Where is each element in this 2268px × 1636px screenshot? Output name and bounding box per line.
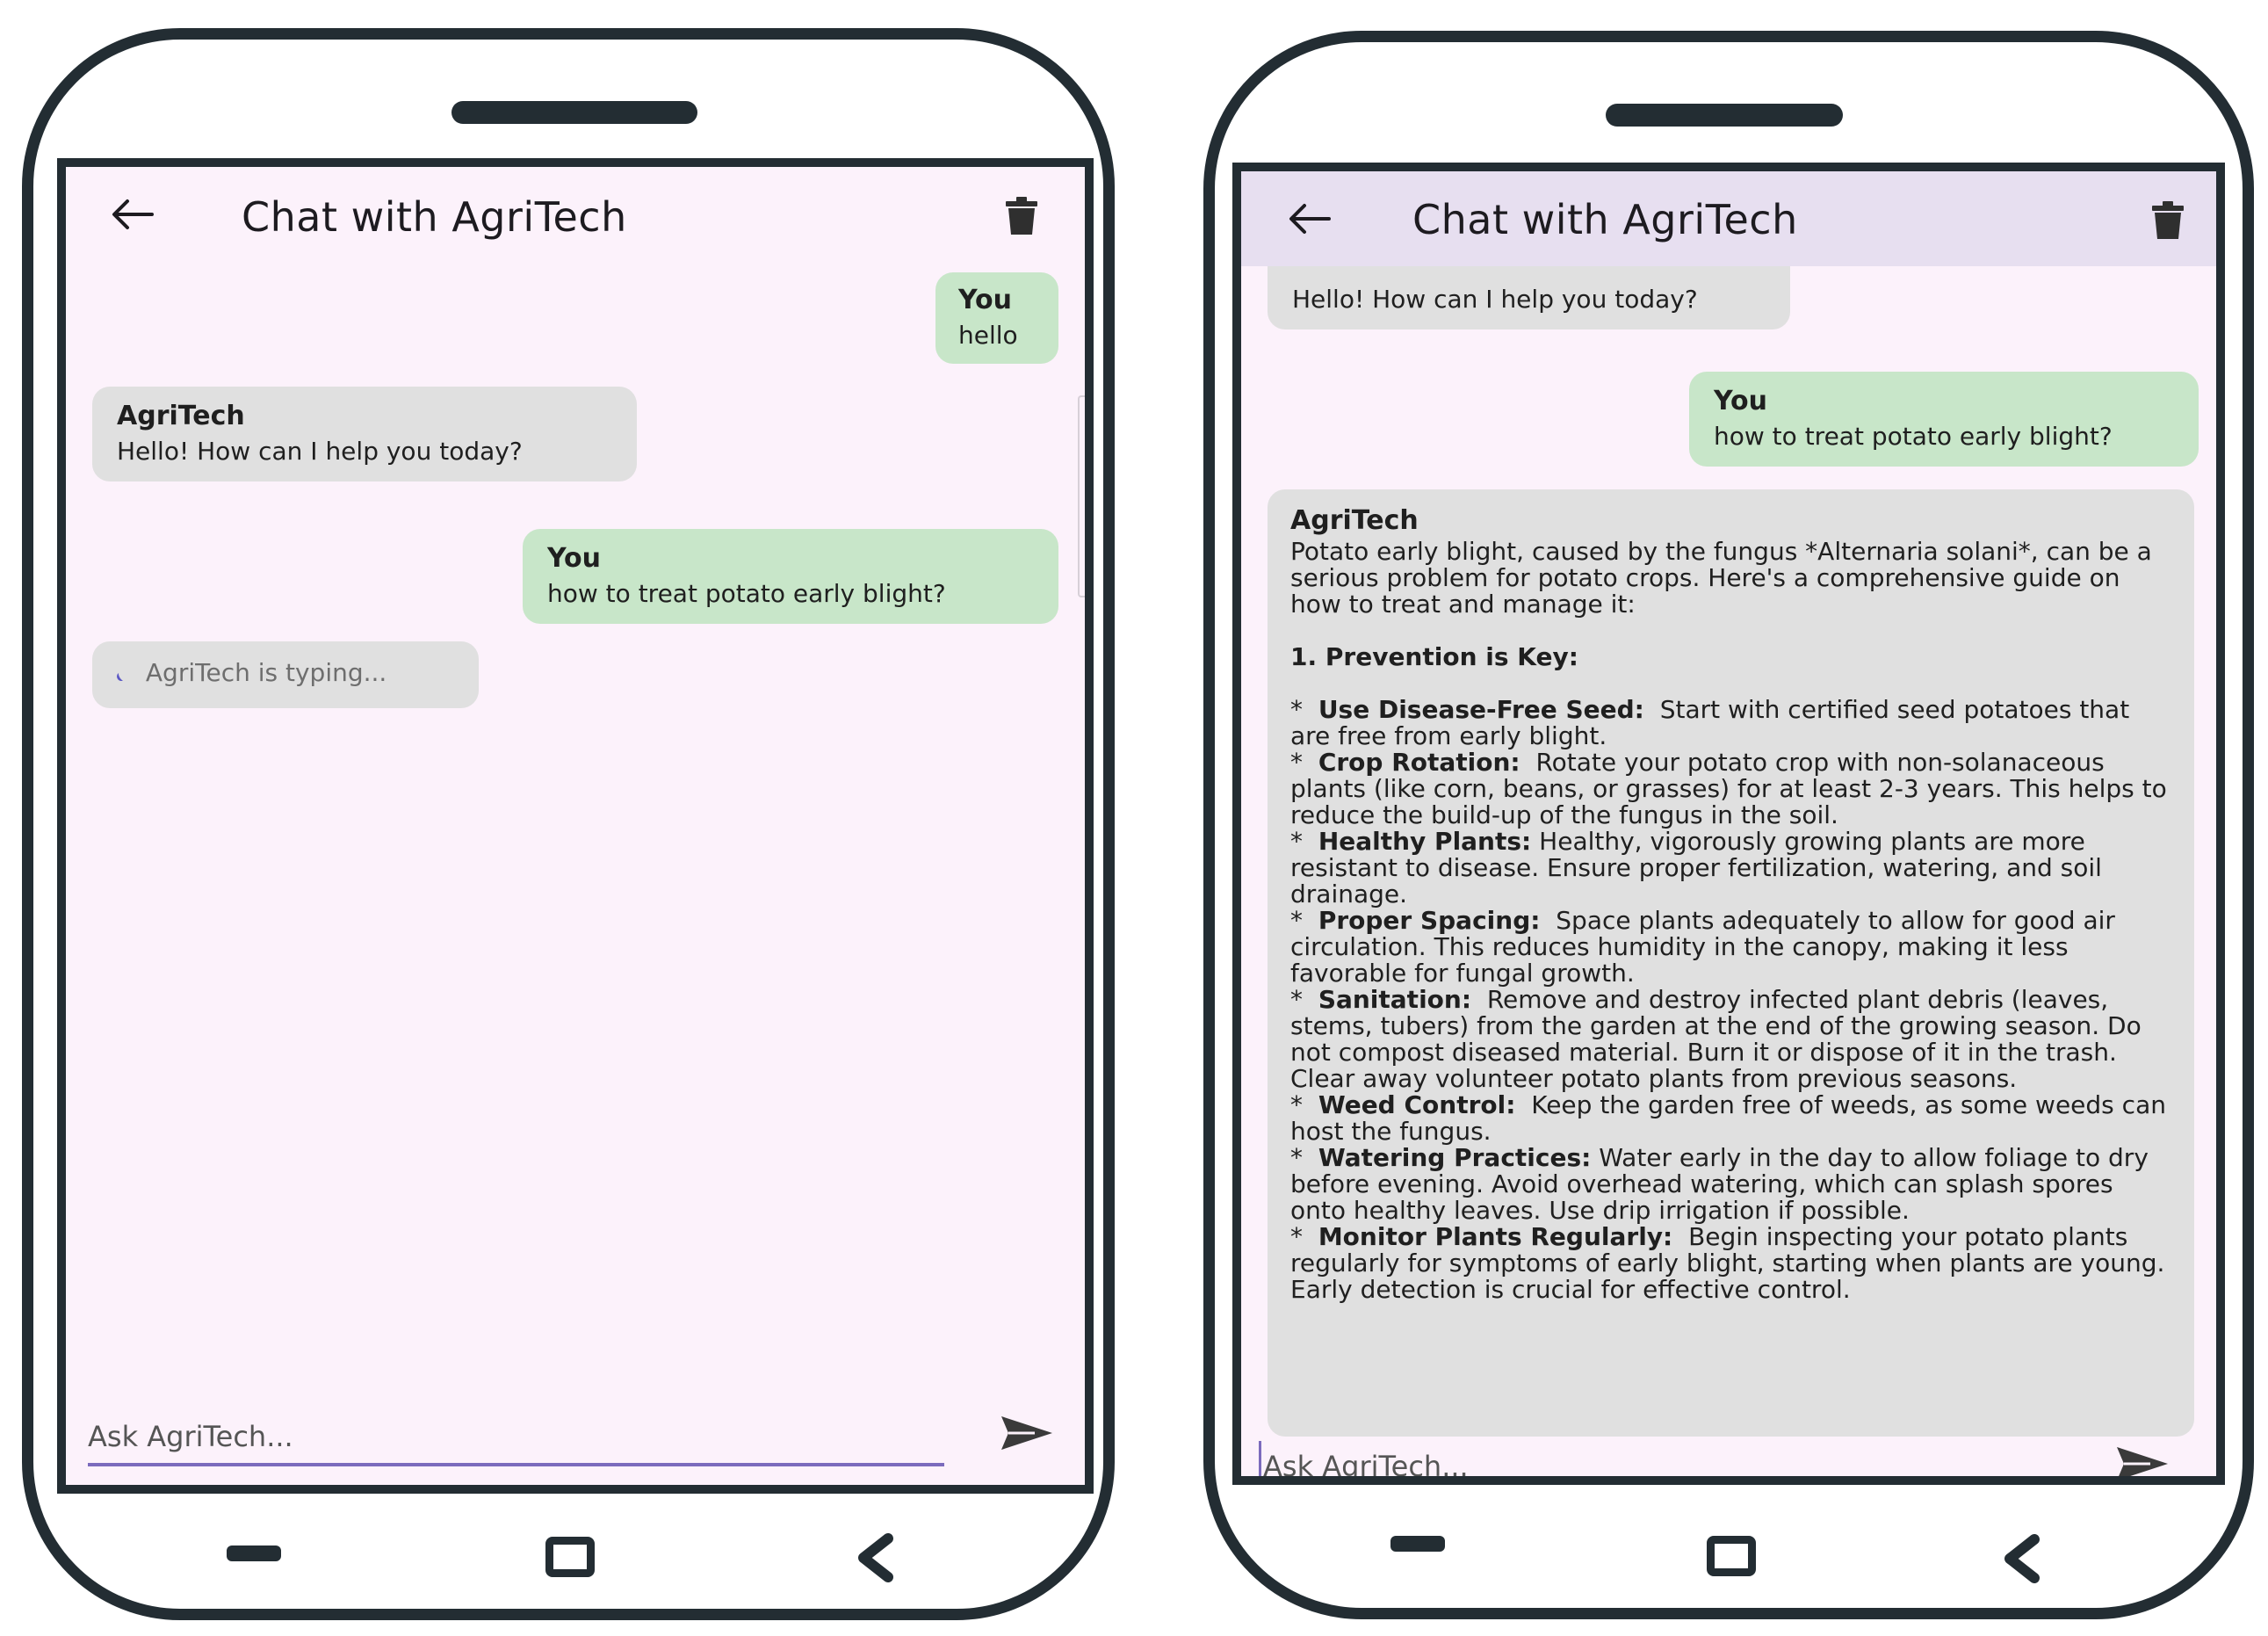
bullet-item: * Use Disease-Free Seed: Start with certified seed potatoes that are free from early blight. (1290, 695, 2130, 750)
bullet-text: Healthy, vigorously growing plants are more resistant to disease. Ensure proper fertilization, watering, and soil drainage. (1290, 827, 2102, 908)
reply-body (1290, 539, 2171, 1303)
bullet-label: Watering Practices: (1318, 1143, 1592, 1172)
bullet-text: Begin inspecting your potato plants regularly for symptoms of early blight, starting when plants are young. Early detection is crucial for effective control. (1290, 1222, 2165, 1304)
bullet-label: Crop Rotation: (1318, 748, 1520, 777)
page-title: Chat with AgriTech (242, 193, 627, 241)
message-text: hello (958, 321, 1018, 350)
page-title: Chat with AgriTech (1412, 196, 1798, 243)
home-icon[interactable] (1707, 1536, 1756, 1576)
reply-intro: Potato early blight, caused by the fungus *Alternaria solani*, can be a serious problem for potato crops. Here's a comprehensive guide on how to treat and manage it: (1290, 537, 2152, 619)
bullet-label: Sanitation: (1318, 985, 1472, 1014)
bullet-item: * Proper Spacing: Space plants adequately to allow for good air circulation. This reduces humidity in the canopy, making it less favorable for fungal growth. (1290, 906, 2115, 988)
screen-right (1232, 163, 2225, 1485)
message-text: Hello! How can I help you today? (1292, 285, 1698, 314)
message-bubble-user (1689, 372, 2199, 467)
back-arrow-icon[interactable] (1287, 203, 1331, 235)
bullet-item: * Healthy Plants: Healthy, vigorously growing plants are more resistant to disease. Ensure proper fertilization, watering, and soil drainage. (1290, 827, 2102, 908)
phone-left (22, 28, 1115, 1620)
bullet-text: Remove and destroy infected plant debris (leaves, stems, tubers) from the garden at the end of the growing season. Do not compost diseased material. Burn it or dispose of it in the trash. Clear away volunteer potato plants from previous seasons. (1290, 985, 2142, 1093)
bullet-text: Space plants adequately to allow for good air circulation. This reduces humidity in the canopy, making it less favorable for fungal growth. (1290, 906, 2115, 988)
message-bubble-bot (92, 387, 637, 481)
send-icon[interactable] (2115, 1445, 2170, 1482)
screen-left (57, 158, 1094, 1494)
bullet-label: Use Disease-Free Seed: (1318, 695, 1644, 724)
bullet-label: Healthy Plants: (1318, 827, 1532, 856)
speaker-grille (1606, 104, 1843, 127)
message-sender: You (958, 285, 1012, 315)
nav-back-icon[interactable] (855, 1533, 895, 1582)
message-bubble-bot (1268, 489, 2194, 1437)
bullet-item: * Weed Control: Keep the garden free of weeds, as some weeds can host the fungus. (1290, 1090, 2166, 1146)
typing-indicator (92, 641, 479, 708)
message-sender: AgriTech (1290, 505, 1419, 536)
speaker-grille (451, 101, 697, 124)
recents-icon[interactable] (1390, 1536, 1445, 1552)
message-sender: You (547, 543, 601, 574)
bullet-item: * Monitor Plants Regularly: Begin inspecting your potato plants regularly for symptoms of early blight, starting when plants are young. Early detection is crucial for effective control. (1290, 1222, 2165, 1304)
trash-icon[interactable] (1004, 197, 1039, 235)
phone-right (1203, 31, 2254, 1619)
message-input[interactable] (88, 1410, 944, 1466)
message-text: how to treat potato early blight? (547, 579, 946, 608)
app-bar (1241, 171, 2216, 266)
message-text: Hello! How can I help you today? (117, 437, 523, 466)
bullet-label: Monitor Plants Regularly: (1318, 1222, 1673, 1251)
bullet-label: Weed Control: (1318, 1090, 1516, 1119)
message-bubble-user (523, 529, 1058, 624)
trash-icon[interactable] (2150, 201, 2185, 240)
scrollbar[interactable] (1078, 395, 1085, 597)
bullet-item: * Crop Rotation: Rotate your potato crop with non-solanaceous plants (like corn, beans, or grasses) for at least 2-3 years. This helps to reduce the build-up of the fungus in the soil. (1290, 748, 2167, 829)
loading-spinner-icon (115, 670, 127, 683)
nav-back-icon[interactable] (2001, 1534, 2041, 1583)
typing-text: AgriTech is typing... (145, 658, 387, 687)
message-text: how to treat potato early blight? (1714, 422, 2113, 451)
bullet-text: Rotate your potato crop with non-solanaceous plants (like corn, beans, or grasses) for at least 2-3 years. This helps to reduce the build-up of the fungus in the soil. (1290, 748, 2167, 829)
app-bar (66, 167, 1085, 264)
bullet-text: Start with certified seed potatoes that are free from early blight. (1290, 695, 2130, 750)
message-sender: AgriTech (117, 401, 245, 431)
send-icon[interactable] (1000, 1415, 1054, 1451)
recents-icon[interactable] (227, 1546, 281, 1561)
back-arrow-icon[interactable] (110, 199, 154, 230)
bullet-text: Keep the garden free of weeds, as some weeds can host the fungus. (1290, 1090, 2166, 1146)
message-bubble-user (935, 272, 1058, 364)
message-sender: You (1714, 386, 1767, 416)
reply-heading: 1. Prevention is Key: (1290, 642, 1578, 671)
bullet-item: * Watering Practices: Water early in the day to allow foliage to dry before evening. Avoid overhead watering, which can splash spores onto healthy leaves. Use drip irrigation if possible. (1290, 1143, 2149, 1225)
bullet-item: * Sanitation: Remove and destroy infected plant debris (leaves, stems, tubers) from the garden at the end of the growing season. Do not compost diseased material. Burn it or dispose of it in the trash. Clear away volunteer potato plants from previous seasons. (1290, 985, 2142, 1093)
message-input[interactable] (1259, 1441, 2076, 1485)
home-icon[interactable] (545, 1537, 595, 1577)
bullet-text: Water early in the day to allow foliage to dry before evening. Avoid overhead watering, which can splash spores onto healthy leaves. Use drip irrigation if possible. (1290, 1143, 2149, 1225)
bullet-label: Proper Spacing: (1318, 906, 1541, 935)
